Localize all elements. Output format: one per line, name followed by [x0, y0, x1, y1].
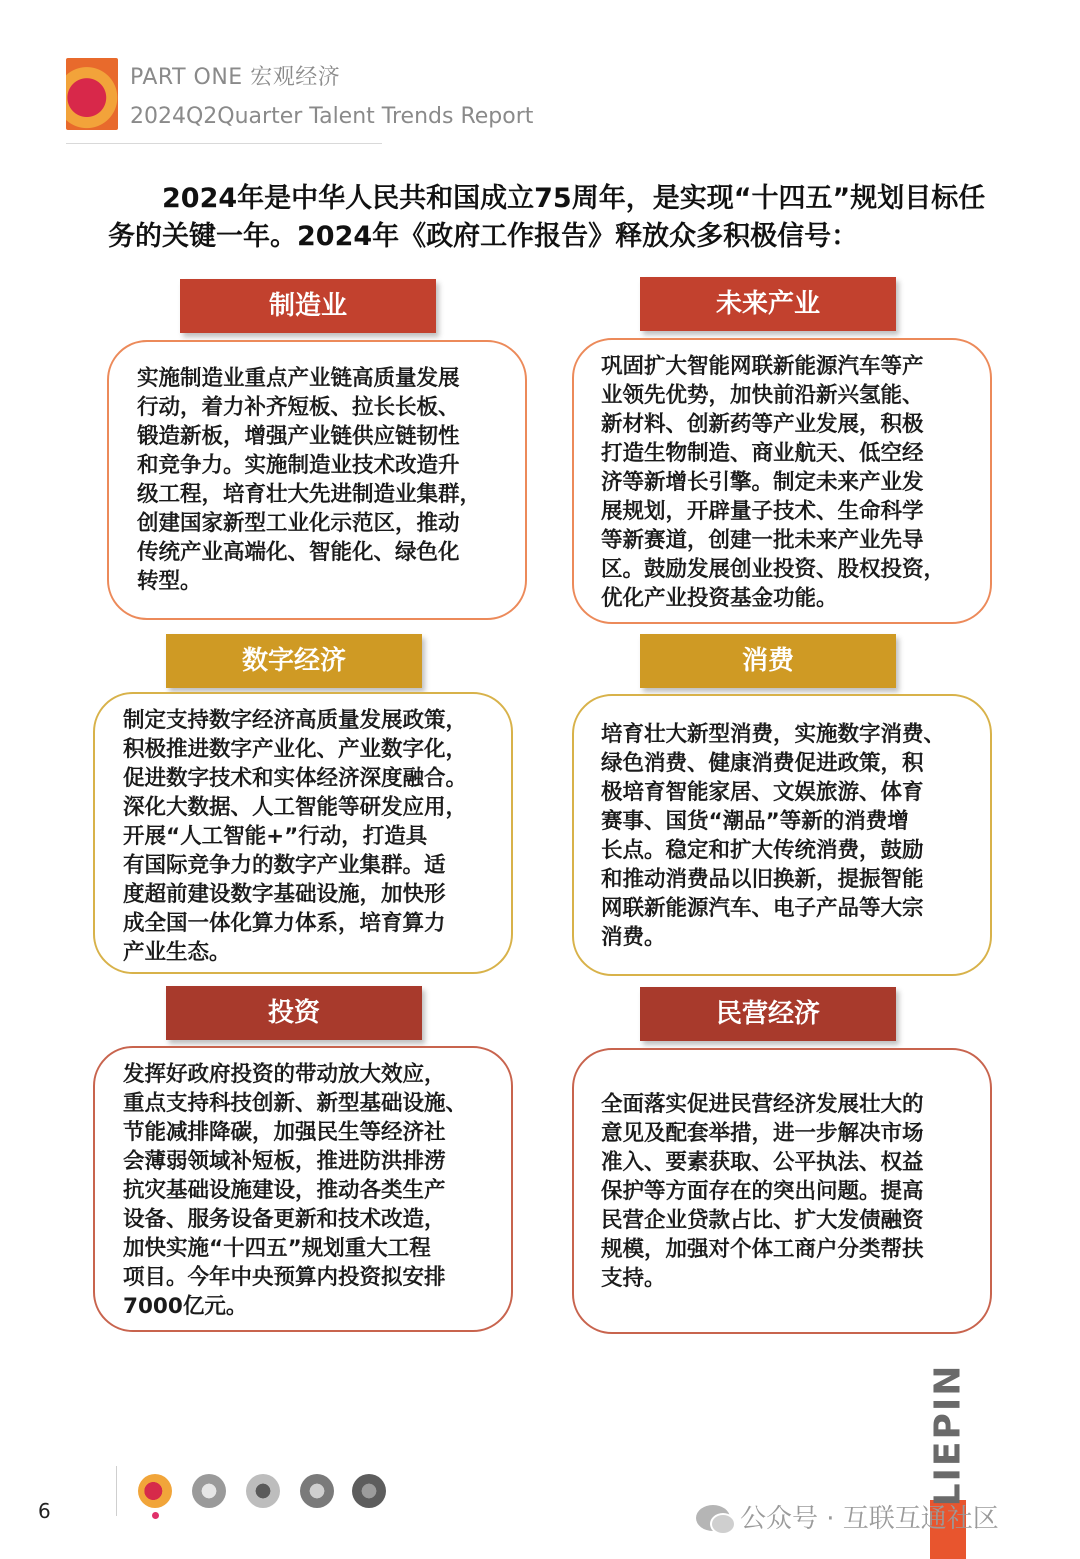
- section-card-investment: [93, 1046, 513, 1332]
- section-text-private-economy: 全面落实促进民营经济发展壮大的 意见及配套举措，进一步解决市场 准入、要素获取、公平执法、权益 保护等方面存在的突出问题。提高 民营企业贷款占比、扩大发债融资 规模，加强对个体工商户分类帮扶 支持。: [601, 1092, 924, 1291]
- header-fruit-image: [66, 58, 118, 130]
- page-number: 6: [38, 1499, 51, 1523]
- section-text-consumption: 培育壮大新型消费，实施数字消费、 绿色消费、健康消费促进政策，积 极培育智能家居、文娱旅游、体育 赛事、国货“潮品”等新的消费增 长点。稳定和扩大传统消费，鼓励 和推动消费品以旧换新，提振智能 网联新能源汽车、电子产品等大宗 消费。: [601, 722, 946, 950]
- section-tab-manufacturing: 制造业: [180, 279, 436, 333]
- section-text-future-industry: 巩固扩大智能网联新能源汽车等产 业领先优势，加快前沿新兴氢能、 新材料、创新药等产业发展，积极 打造生物制造、商业航天、低空经 济等新增长引擎。制定未来产业发 展规划，开辟量子技术、生命科学 等新赛道，创建一批未来产业先导 区。鼓励发展创业投资、股权投资， 优化产业投资基金功能。: [601, 354, 946, 611]
- footer-divider: [116, 1466, 117, 1516]
- section-tab-digital-economy: 数字经济: [166, 634, 422, 688]
- header-divider: [66, 143, 382, 144]
- footer-active-dot: [152, 1512, 159, 1519]
- footer-thumb-3-icon: [246, 1474, 280, 1508]
- section-card-private-economy: [572, 1048, 992, 1334]
- watermark-text: 公众号 · 互联互通社区: [740, 1504, 999, 1534]
- intro-paragraph: 2024年是中华人民共和国成立75周年，是实现“十四五”规划目标任务的关键一年。2024年《政府工作报告》释放众多积极信号：: [108, 183, 986, 252]
- brand-logo-text: LIEPIN: [927, 1363, 969, 1507]
- wechat-icon: [696, 1505, 730, 1531]
- footer-thumb-2-icon: [192, 1474, 226, 1508]
- section-text-digital-economy: 制定支持数字经济高质量发展政策， 积极推进数字产业化、产业数字化， 促进数字技术和实体经济深度融合。 深化大数据、人工智能等研发应用， 开展“人工智能+”行动，打造具 有国际竞争力的数字产业集群。适 度超前建设数字基础设施，加快形 成全国一体化算力体系，培育算力 产业生态。: [123, 708, 468, 965]
- section-tab-future-industry: 未来产业: [640, 277, 896, 331]
- section-card-future-industry: [572, 338, 992, 624]
- section-tab-private-economy: 民营经济: [640, 987, 896, 1041]
- footer-thumb-4-icon: [300, 1474, 334, 1508]
- section-text-manufacturing: 实施制造业重点产业链高质量发展 行动，着力补齐短板、拉长长板、 锻造新板，增强产业链供应链韧性 和竞争力。实施制造业技术改造升 级工程，培育壮大先进制造业集群， 创建国家新型工业化示范区，推动 传统产业高端化、智能化、绿色化 转型。: [137, 366, 482, 594]
- section-card-consumption: [572, 694, 992, 976]
- section-card-manufacturing: [107, 340, 527, 620]
- section-tab-consumption: 消费: [640, 634, 896, 688]
- section-tab-investment: 投资: [166, 986, 422, 1040]
- footer-thumb-1-icon: [138, 1474, 172, 1508]
- section-card-digital-economy: [93, 692, 513, 974]
- watermark: [696, 1498, 999, 1535]
- header-part-label: PART ONE 宏观经济: [130, 65, 341, 90]
- section-text-investment: 发挥好政府投资的带动放大效应， 重点支持科技创新、新型基础设施、 节能减排降碳，加强民生等经济社 会薄弱领域补短板，推进防洪排涝 抗灾基础设施建设，推动各类生产 设备、服务设备更新和技术改造， 加快实施“十四五”规划重大工程 项目。今年中央预算内投资拟安排 7000亿元。: [123, 1062, 468, 1319]
- header-report-title: 2024Q2Quarter Talent Trends Report: [130, 104, 534, 129]
- footer-thumb-5-icon: [352, 1474, 386, 1508]
